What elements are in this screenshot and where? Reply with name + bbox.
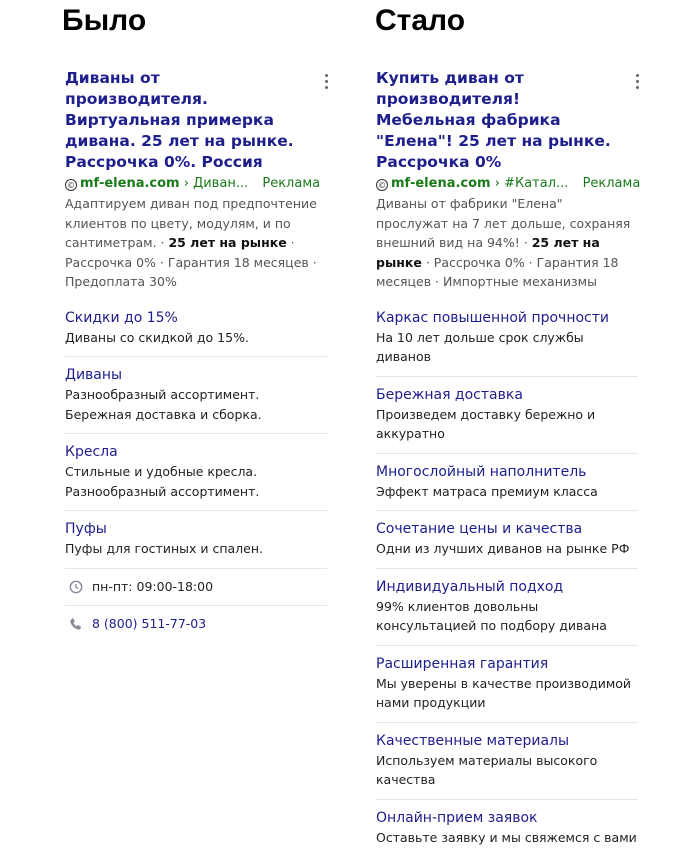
desc-text: Диваны от фабрики "Елена" прослужат на 7 лет дольше, сохраняя внешний вид на 94%! ·	[376, 196, 630, 250]
clock-icon	[69, 580, 83, 594]
copyright-icon: ©	[65, 179, 77, 191]
ad-title[interactable]: Диваны от производителя. Виртуальная примерка дивана. 25 лет на рынке. Рассрочка 0%. Россия	[65, 68, 305, 173]
ad-url-line	[376, 174, 638, 193]
after-heading: Стало	[375, 4, 465, 38]
sitelink[interactable]	[376, 646, 638, 723]
sitelink-title[interactable]: Бережная доставка	[376, 386, 638, 405]
sitelink[interactable]	[376, 723, 638, 800]
sitelink-desc: Одни из лучших диванов на рынке РФ	[376, 539, 638, 559]
sitelink-desc: Произведем доставку бережно и аккуратно	[376, 405, 638, 444]
desc-bold: 25 лет на рынке	[376, 235, 600, 270]
sitelinks	[376, 300, 638, 856]
phone-icon	[69, 617, 83, 631]
sitelinks	[65, 300, 327, 642]
sitelink-title[interactable]: Каркас повышенной прочности	[376, 309, 638, 328]
desc-text: · Рассрочка 0% · Гарантия 18 месяцев · Предоплата 30%	[65, 235, 317, 289]
hours-row	[65, 569, 327, 606]
sitelink[interactable]	[65, 511, 327, 569]
sitelink-desc: Разнообразный ассортимент. Бережная доставка и сборка.	[65, 385, 327, 424]
sitelink-title[interactable]: Кресла	[65, 443, 327, 462]
sitelink[interactable]	[376, 800, 638, 856]
more-vertical-icon[interactable]	[634, 74, 640, 89]
sitelink-desc: Диваны со скидкой до 15%.	[65, 328, 327, 348]
ad-domain[interactable]: mf-elena.com	[391, 176, 491, 191]
sitelink-desc: Оставьте заявку и мы свяжемся с вами	[376, 828, 638, 848]
ad-label: Реклама	[583, 176, 641, 191]
sitelink-title[interactable]: Пуфы	[65, 520, 327, 539]
sitelink-title[interactable]: Скидки до 15%	[65, 309, 327, 328]
sitelink-title[interactable]: Диваны	[65, 366, 327, 385]
hours-text: пн-пт: 09:00-18:00	[92, 578, 213, 596]
desc-text: Адаптируем диван под предпочтение клиентов по цвету, модулям, и по сантиметрам. ·	[65, 196, 317, 250]
desc-text: · Рассрочка 0% · Гарантия 18 месяцев · Импортные механизмы	[376, 255, 618, 290]
desc-bold: 25 лет на рынке	[168, 235, 286, 250]
ad-domain[interactable]: mf-elena.com	[80, 176, 180, 191]
sitelink[interactable]	[376, 454, 638, 512]
ad-title[interactable]: Купить диван от производителя! Мебельная фабрика "Елена"! 25 лет на рынке. Рассрочка 0%	[376, 68, 616, 173]
sitelink-desc: Эффект матраса премиум класса	[376, 482, 638, 502]
sitelink-title[interactable]: Многослойный наполнитель	[376, 463, 638, 482]
copyright-icon: ©	[376, 179, 388, 191]
ad-path[interactable]: › #Катал...	[495, 176, 569, 191]
sitelink-desc: Мы уверены в качестве производимой нами продукции	[376, 674, 638, 713]
sitelink[interactable]	[376, 511, 638, 569]
sitelink-desc: На 10 лет дольше срок службы диванов	[376, 328, 638, 367]
ad-label: Реклама	[262, 176, 320, 191]
sitelink[interactable]	[376, 300, 638, 377]
sitelink[interactable]	[376, 569, 638, 646]
sitelink-desc: 99% клиентов довольны консультацией по подбору дивана	[376, 597, 638, 636]
after-ad	[376, 68, 638, 856]
ad-description	[65, 194, 327, 292]
sitelink[interactable]	[65, 357, 327, 434]
sitelink[interactable]	[65, 300, 327, 358]
ad-url-line	[65, 174, 327, 193]
before-heading: Было	[62, 4, 146, 38]
phone-link[interactable]: 8 (800) 511-77-03	[92, 615, 206, 633]
sitelink-desc: Стильные и удобные кресла. Разнообразный ассортимент.	[65, 462, 327, 501]
ad-path[interactable]: › Диван...	[184, 176, 248, 191]
sitelink-desc: Пуфы для гостиных и спален.	[65, 539, 327, 559]
sitelink-title[interactable]: Качественные материалы	[376, 732, 638, 751]
sitelink-title[interactable]: Индивидуальный подход	[376, 578, 638, 597]
sitelink-desc: Используем материалы высокого качества	[376, 751, 638, 790]
sitelink-title[interactable]: Онлайн-прием заявок	[376, 809, 638, 828]
more-vertical-icon[interactable]	[323, 74, 329, 89]
before-ad	[65, 68, 327, 642]
sitelink[interactable]	[376, 377, 638, 454]
sitelink[interactable]	[65, 434, 327, 511]
sitelink-title[interactable]: Сочетание цены и качества	[376, 520, 638, 539]
sitelink-title[interactable]: Расширенная гарантия	[376, 655, 638, 674]
ad-description	[376, 194, 638, 292]
phone-row[interactable]	[65, 606, 327, 642]
